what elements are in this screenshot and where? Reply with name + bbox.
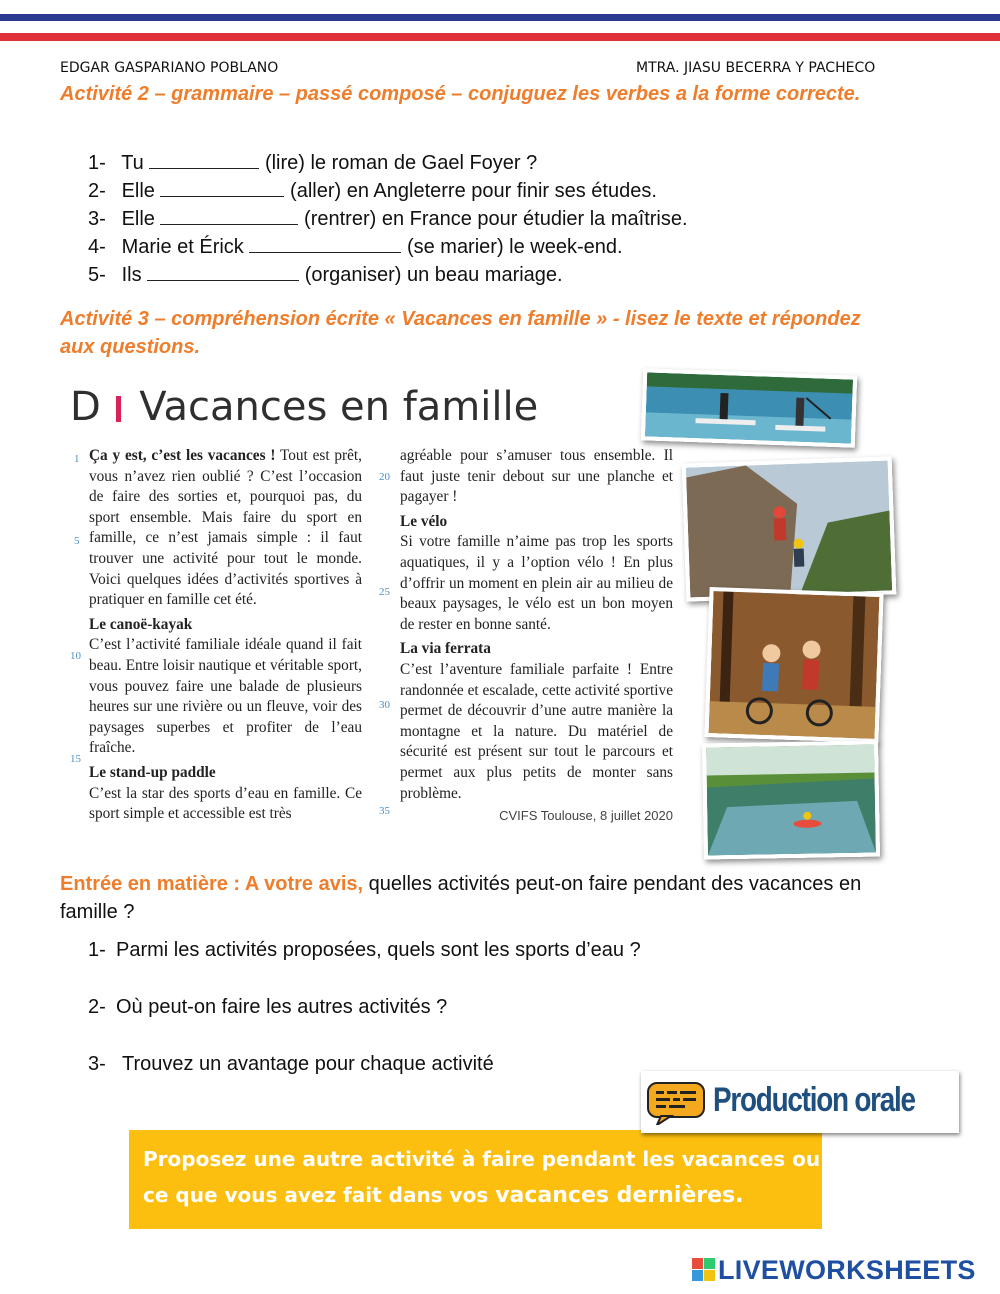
question-text: Où peut-on faire les autres activités ? bbox=[116, 996, 448, 1018]
question-3 bbox=[88, 1053, 494, 1076]
item-subject: Tu bbox=[121, 152, 144, 174]
activity3-title: Activité 3 – compréhension écrite « Vacances en famille » - lisez le texte et répondez aux questions. bbox=[60, 308, 861, 358]
subheading-velo: Le vélo bbox=[400, 512, 448, 530]
speech-bubble-icon bbox=[647, 1079, 709, 1125]
prompt-line-2a: ce que vous avez fait dans vos bbox=[143, 1183, 496, 1207]
paddle-photo-icon bbox=[645, 372, 853, 443]
activity2-title: Activité 2 – grammaire – passé composé – conjuguez les verbes a la forme correcte. bbox=[60, 83, 861, 105]
item-number: 1- bbox=[88, 152, 106, 174]
intro-bold: Ça y est, c’est les vacances ! bbox=[89, 447, 276, 464]
stripe-blue bbox=[0, 14, 1000, 21]
article-source: CVIFS Toulouse, 8 juillet 2020 bbox=[499, 808, 673, 824]
line-number: 35 bbox=[379, 805, 390, 817]
item-rest: (rentrer) en France pour étudier la maîtrise. bbox=[304, 208, 688, 230]
activity2-item bbox=[88, 149, 848, 177]
answer-blank-4[interactable] bbox=[249, 235, 401, 253]
photo-velo bbox=[704, 587, 883, 743]
ferrata-photo-icon bbox=[686, 461, 892, 598]
activity2-item bbox=[88, 261, 848, 289]
line-number: 20 bbox=[379, 471, 390, 483]
item-subject: Elle bbox=[121, 180, 155, 202]
subheading-paddle: Le stand-up paddle bbox=[89, 763, 216, 781]
activity2-item bbox=[88, 233, 848, 261]
answer-blank-3[interactable] bbox=[160, 207, 298, 225]
article-letter: D bbox=[70, 384, 101, 430]
production-prompt bbox=[143, 1141, 820, 1214]
line-number: 10 bbox=[70, 650, 81, 662]
live-badge-icon bbox=[692, 1258, 716, 1282]
item-number: 4- bbox=[88, 236, 106, 258]
teacher-name: MTRA. JIASU BECERRA Y PACHECO bbox=[636, 60, 876, 76]
text-velo: Si votre famille n’aime pas trop les sports aquatiques, il y a l’option vélo ! En plus d’offrir un moment en plein air au milieu de beaux paysages, le vélo est un bon moyen de rester en bonne santé. bbox=[400, 533, 673, 633]
line-number: 1 bbox=[74, 453, 80, 465]
activity2-item bbox=[88, 205, 848, 233]
item-subject: Elle bbox=[121, 208, 155, 230]
subheading-canoe: Le canoë-kayak bbox=[89, 615, 193, 633]
bike-photo-icon bbox=[709, 591, 880, 739]
prompt-line-1: Proposez une autre activité à faire pendant les vacances ou bbox=[143, 1147, 821, 1171]
production-prompt-box bbox=[129, 1130, 822, 1229]
photo-paddle bbox=[641, 368, 857, 447]
entree-en-matiere bbox=[60, 870, 890, 926]
item-subject: Marie et Érick bbox=[121, 236, 244, 258]
article-column-2 bbox=[400, 446, 673, 851]
answer-blank-5[interactable] bbox=[147, 263, 299, 281]
question-2 bbox=[88, 996, 447, 1019]
line-number: 5 bbox=[74, 535, 80, 547]
answer-blank-1[interactable] bbox=[149, 151, 259, 169]
item-rest: (se marier) le week-end. bbox=[406, 236, 623, 258]
question-1 bbox=[88, 939, 641, 962]
title-bar-icon bbox=[116, 396, 121, 422]
entree-text: quelles activités peut-on faire pendant des vacances en famille ? bbox=[60, 873, 862, 923]
question-number: 3- bbox=[88, 1053, 106, 1075]
subheading-ferrata: La via ferrata bbox=[400, 640, 491, 658]
activity2-list bbox=[88, 149, 848, 289]
text-ferrata: C’est l’aventure familiale parfaite ! Entre randonnée et escalade, cette activité sportive permet de découvrir d’une autre manière la montagne et la nature. Du matériel de sécurité est présent sur tout le parcours et permet aux plus petits de monter sans problème. bbox=[400, 660, 673, 802]
item-number: 3- bbox=[88, 208, 106, 230]
item-rest: (lire) le roman de Gael Foyer ? bbox=[264, 152, 538, 174]
text-canoe: C’est l’activité familiale idéale quand il fait beau. Entre loisir nautique et véritable sport, vous pouvez faire une balade de plusieurs heures sur une rivière ou un fleuve, voir des paysages superbes et profiter de l’eau fraîche. bbox=[89, 636, 362, 757]
question-number: 1- bbox=[88, 939, 106, 961]
article-column-1 bbox=[89, 446, 362, 846]
article bbox=[60, 376, 872, 852]
item-rest: (organiser) un beau mariage. bbox=[304, 264, 563, 286]
intro-text: Tout est prêt, vous n’avez rien oublié ? C’est l’occasion de faire des sorties et, pourquoi pas, du sport ensemble. Mais faire du sport en famille, ce n’est jamais simple : il faut trouver une activité pour tout le monde. Voici quelques idées d’activités sportives à pratiquer en famille cet été. bbox=[89, 447, 362, 609]
stripe-red bbox=[0, 33, 1000, 41]
student-name: EDGAR GASPARIANO POBLANO bbox=[60, 60, 279, 76]
logo-text: LIVEWORKSHEETS bbox=[718, 1255, 976, 1285]
text-paddle: C’est la star des sports d’eau en famille. Ce sport simple et accessible est très bbox=[89, 784, 362, 823]
line-number: 30 bbox=[379, 699, 390, 711]
article-title: Vacances en famille bbox=[139, 384, 539, 430]
item-subject: Ils bbox=[121, 264, 142, 286]
entree-label: Entrée en matière : A votre avis, bbox=[60, 873, 364, 895]
question-text: Trouvez un avantage pour chaque activité bbox=[122, 1053, 494, 1075]
production-orale-label: Production orale bbox=[713, 1081, 915, 1119]
photo-kayak bbox=[702, 740, 880, 859]
item-number: 5- bbox=[88, 264, 106, 286]
article-heading bbox=[70, 384, 538, 430]
kayak-photo-icon bbox=[706, 745, 876, 856]
line-number: 25 bbox=[379, 586, 390, 598]
activity2-item bbox=[88, 177, 848, 205]
question-number: 2- bbox=[88, 996, 106, 1018]
production-orale-badge bbox=[641, 1071, 959, 1133]
answer-blank-2[interactable] bbox=[160, 179, 284, 197]
question-text: Parmi les activités proposées, quels sont les sports d’eau ? bbox=[116, 939, 641, 961]
prompt-line-2b: vacances dernières. bbox=[495, 1183, 744, 1208]
text-paddle-continued: agréable pour s’amuser tous ensemble. Il faut juste tenir debout sur une planche et pagayer ! bbox=[400, 447, 673, 506]
item-rest: (aller) en Angleterre pour finir ses études. bbox=[290, 180, 657, 202]
photo-via-ferrata bbox=[682, 456, 897, 601]
item-number: 2- bbox=[88, 180, 106, 202]
line-number: 15 bbox=[70, 753, 81, 765]
